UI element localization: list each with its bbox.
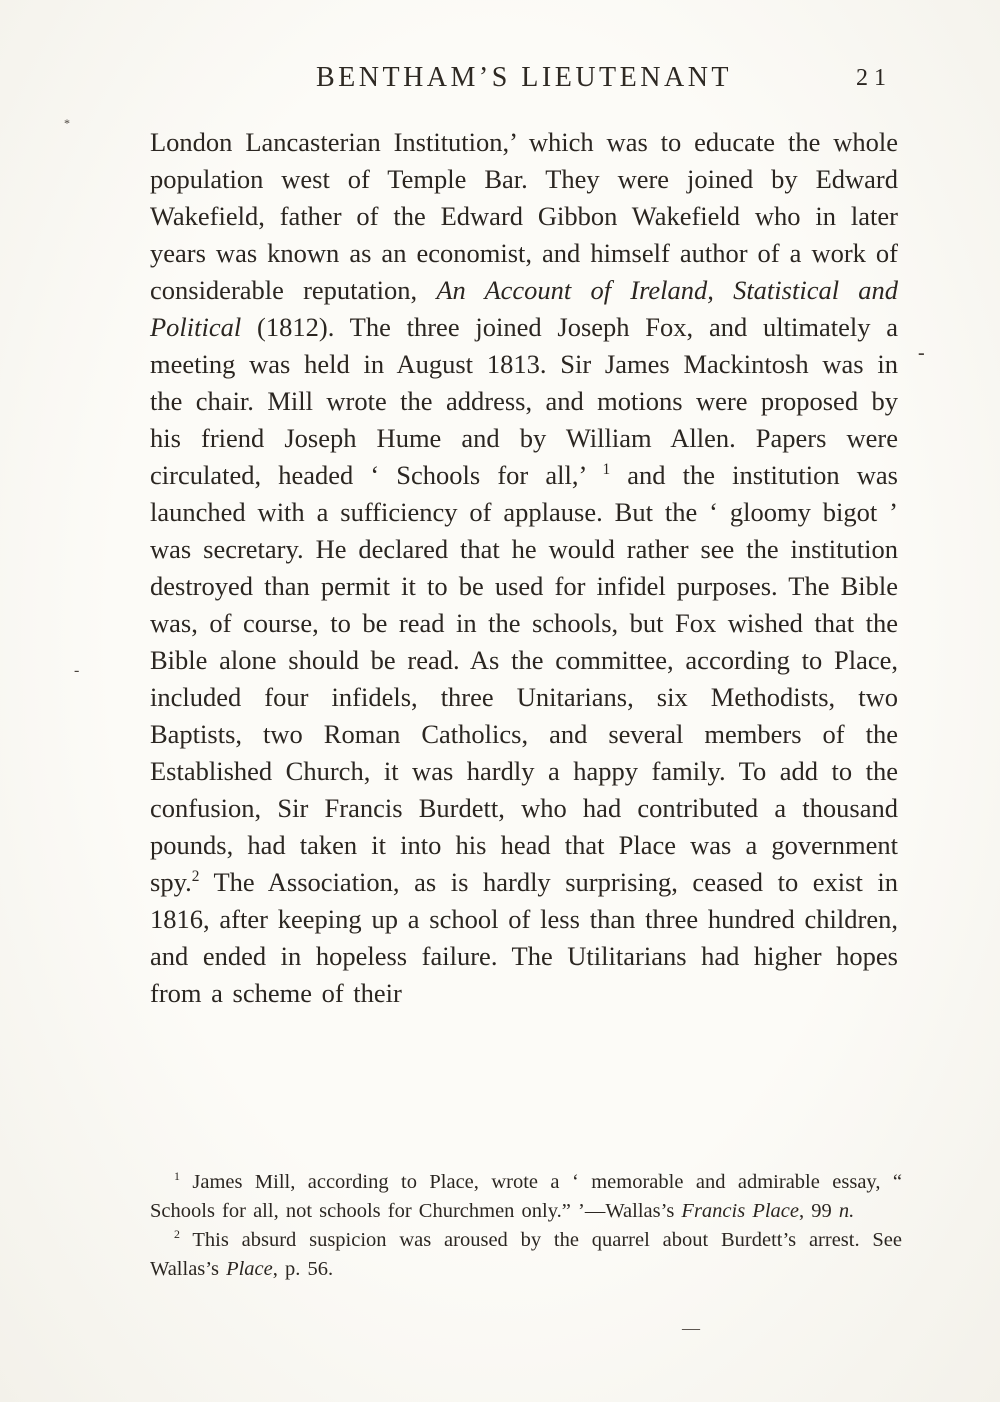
scan-artifact-mark: - — [74, 662, 80, 679]
page-number: 21 — [856, 65, 892, 91]
footnotes — [150, 1168, 902, 1284]
footnote-2 — [150, 1226, 902, 1284]
text-segment: , p. 56. — [272, 1258, 334, 1280]
footnote-1 — [150, 1168, 902, 1226]
text-segment-italic: n. — [838, 1200, 855, 1222]
text-segment: This absurd suspicion was aroused by the quarrel about Burdett’s arrest. See Wallas’s — [150, 1229, 902, 1280]
text-segment: and the institution was launched with a sufficiency of applause. But the ‘ gloomy bigot ’ was secretary. He declared that he would rather see the institution destroyed than permit it to be used for infidel purposes. The Bible was, of course, to be read in the schools, but Fox wished that the Bible alone should be read. As the committee, according to Place, included four infidels, three Unitarians, six Methodists, two Baptists, two Roman Catholics, and several members of the Established Church, it was hardly a happy family. To add to the confusion, Sir Francis Burdett, who had contributed a thousand pounds, had taken it into his head that Place was a government spy. — [150, 460, 898, 897]
page-header — [150, 62, 898, 102]
text-segment-italic: An Account of Ireland, Statistical and Political — [150, 275, 898, 342]
footnote-ref-1: 1 — [602, 461, 611, 479]
footnote-marker: 1 — [174, 1169, 180, 1184]
running-title: BENTHAM’S LIEUTENANT — [315, 62, 733, 93]
text-segment: The Association, as is hardly surprising, ceased to exist in 1816, after keeping up a school of less than three hundred children, and ended in hopeless failure. The Utilitarians had higher hopes from a scheme of their — [150, 867, 898, 1008]
body-paragraph — [150, 124, 898, 1012]
text-segment-italic: Place — [226, 1258, 273, 1280]
footnote-marker: 2 — [174, 1227, 180, 1242]
scan-artifact-mark: — — [682, 1318, 700, 1338]
scan-artifact-mark: - — [918, 342, 925, 364]
footnote-ref-2: 2 — [191, 868, 200, 886]
text-segment: London Lancasterian Institution,’ which was to educate the whole population west of Temple Bar. They were joined by Edward Wakefield, father of the Edward Gibbon Wakefield who in later years was known as an economist, and himself author of a work of considerable reputation, — [150, 127, 898, 305]
text-segment: (1812). The three joined Joseph Fox, and ultimately a meeting was held in August 1813. Sir James Mackintosh was in the chair. Mill wrote the address, and motions were proposed by his friend Joseph Hume and by William Allen. Papers were circulated, headed ‘ Schools for all,’ — [150, 312, 898, 490]
scan-artifact-mark: * — [64, 116, 70, 130]
text-segment: James Mill, according to Place, wrote a ‘ memorable and admirable essay, “ Schools for all, not schools for Churchmen only.” ’—Wallas’s — [150, 1171, 902, 1222]
text-segment: , 99 — [799, 1200, 839, 1222]
text-segment-italic: Francis Place — [681, 1200, 799, 1222]
